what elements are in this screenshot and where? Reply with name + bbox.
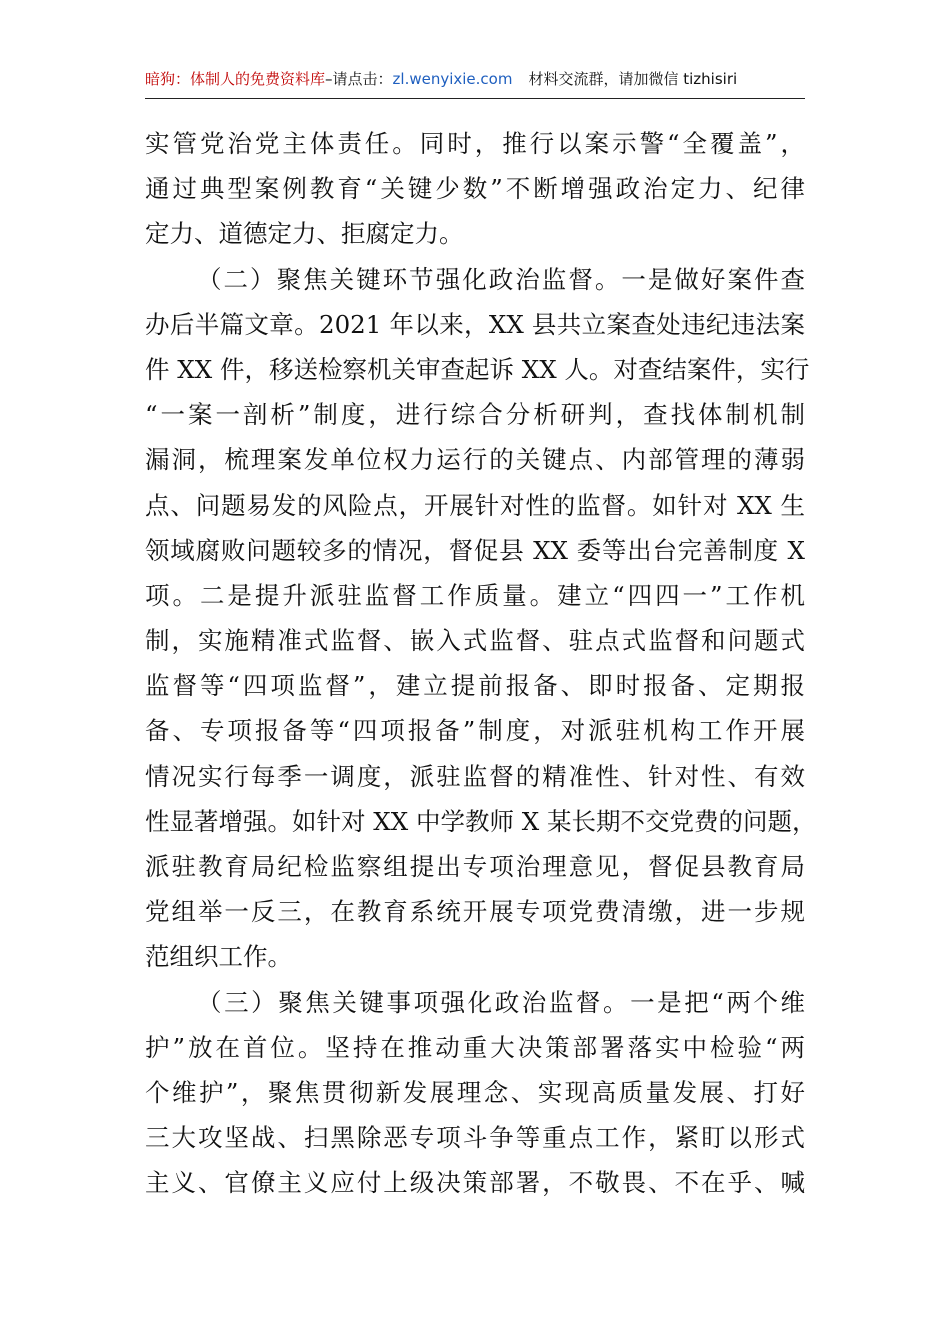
text-line: 实管党治党主体责任。同时，推行以案示警“全覆盖”， (145, 129, 805, 158)
text-line: 制，实施精准式监督、嵌入式监督、驻点式监督和问题式 (145, 626, 805, 656)
document-body (145, 121, 817, 1206)
text-line: 项。二是提升派驻监督工作质量。建立“四四一”工作机 (145, 580, 805, 610)
text-line: 派驻教育局纪检监察组提出专项治理意见，督促县教育局 (145, 852, 805, 881)
text-line: 领域腐败问题较多的情况，督促县 XX 委等出台完善制度 X (145, 535, 805, 565)
text-line: 范组织工作。 (145, 942, 292, 972)
header-brand: 暗狗：体制人的免费资料库 (145, 70, 326, 88)
text-line: 护”放在首位。坚持在推动重大决策部署落实中检验“两 (145, 1032, 805, 1062)
header-group-note: 材料交流群，请加微信 tizhisiri (528, 70, 738, 88)
text-line: 三大攻坚战、扫黑除恶专项斗争等重点工作，紧盯以形式 (145, 1123, 805, 1153)
paragraph-heading-line: （二）聚焦关键环节强化政治监督。一是做好案件查 (197, 264, 805, 294)
text-line: 通过典型案例教育“关键少数”不断增强政治定力、纪律 (145, 174, 805, 204)
text-line: 情况实行每季一调度，派驻监督的精准性、针对性、有效 (145, 761, 805, 791)
paragraph-heading-line: （三）聚焦关键事项强化政治监督。一是把“两个维 (197, 987, 805, 1017)
text-line: 监督等“四项监督”，建立提前报备、即时报备、定期报 (145, 671, 805, 701)
text-line: 党组举一反三，在教育系统开展专项党费清缴，进一步规 (145, 897, 805, 927)
text-line: 办后半篇文章。2021 年以来，XX 县共立案查处违纪违法案 (145, 309, 805, 339)
text-line: 主义、官僚主义应付上级决策部署，不敬畏、不在乎、喊 (145, 1168, 805, 1198)
header-link[interactable]: zl.wenyixie.com (392, 70, 513, 88)
text-line: 定力、道德定力、拒腐定力。 (145, 219, 464, 249)
text-line: 个维护”，聚焦贯彻新发展理念、实现高质量发展、打好 (145, 1077, 805, 1107)
text-line: “一案一剖析”制度，进行综合分析研判，查找体制机制 (145, 400, 805, 430)
text-line: 备、专项报备等“四项报备”制度，对派驻机构工作开展 (145, 716, 805, 746)
text-line: 点、问题易发的风险点，开展针对性的监督。如针对 XX 生 (145, 490, 805, 520)
text-line: 件 XX 件，移送检察机关审查起诉 XX 人。对查结案件，实行 (145, 354, 810, 384)
page-header (145, 68, 805, 99)
text-line: 漏洞，梳理案发单位权力运行的关键点、内部管理的薄弱 (145, 445, 805, 475)
text-line: 性显著增强。如针对 XX 中学教师 X 某长期不交党费的问题， (145, 806, 817, 836)
header-separator: –请点击： (325, 70, 393, 88)
